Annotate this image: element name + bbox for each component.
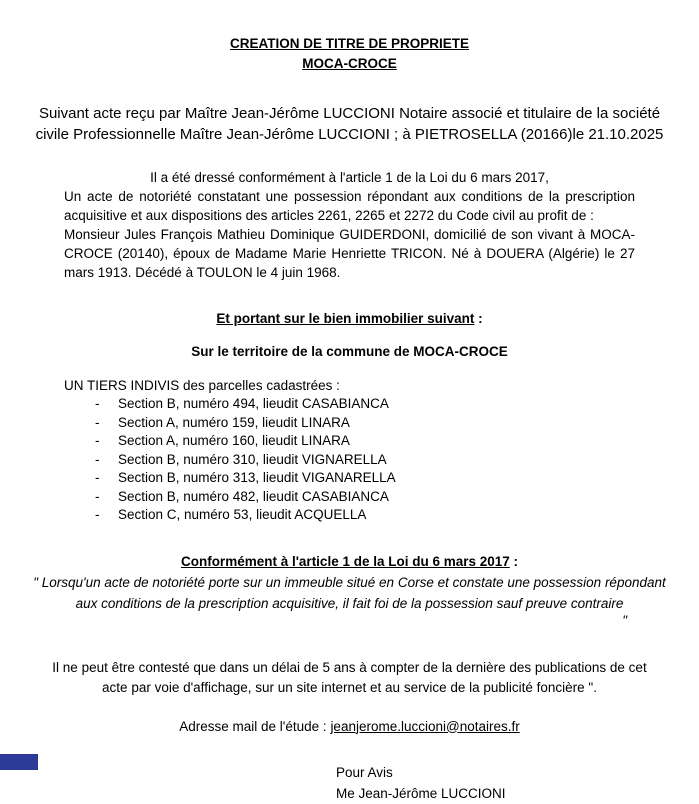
parcelle-item: - Section A, numéro 159, lieudit LINARA [95,414,699,433]
document-title-line2: MOCA-CROCE [302,56,397,71]
parcelles-list [0,395,699,525]
beneficiaire-paragraph: Monsieur Jules François Mathieu Dominique GUIDERDONI, domicilié de son vivant à MOCA-CROCE (20140), époux de Madame Marie Henriette TRICON. Né à DOUERA (Algérie) le 27 mars 1913. Décédé à TOULON le 4 juin 1968. [64,227,635,280]
dresse-line: Il a été dressé conformément à l'article 1 de la Loi du 6 mars 2017, [150,170,549,185]
signature-pour-avis: Pour Avis [336,764,393,780]
parcelle-item: - Section A, numéro 160, lieudit LINARA [95,432,699,451]
heading-bien-colon: : [474,311,483,326]
heading-conformement-text: Conformément à l'article 1 de la Loi du 6 mars 2017 [180,553,510,569]
signature-block [0,762,699,804]
heading-commune: Sur le territoire de la commune de MOCA-CROCE [191,344,508,359]
parcelle-item: - Section C, numéro 53, lieudit ACQUELLA [95,506,699,525]
acte-notoriete-paragraph: Un acte de notoriété constatant une possession répondant aux conditions de la prescription acquisitive et aux dispositions des articles 2261, 2265 et 2272 du Code civil au profit de : [64,189,635,223]
email-link[interactable]: jeanjerome.luccioni@notaires.fr [330,718,520,734]
parcelle-item: - Section B, numéro 494, lieudit CASABIANCA [95,395,699,414]
heading-conformement [0,552,699,571]
heading-bien-text: Et portant sur le bien immobilier suivant [216,311,475,326]
corner-widget [0,754,38,770]
heading-conformement-colon: : [509,553,519,569]
parcelle-item: - Section B, numéro 310, lieudit VIGNARELLA [95,451,699,470]
email-label: Adresse mail de l'étude : [179,718,331,734]
document-title [0,34,699,74]
document-title-line1: CREATION DE TITRE DE PROPRIETE [229,36,470,51]
legal-quote-closing-mark: " [622,612,627,628]
email-line [0,717,699,736]
signature-notaire-name: Me Jean-Jérôme LUCCIONI [336,785,506,801]
intro-paragraph: Suivant acte reçu par Maître Jean-Jérôme LUCCIONI Notaire associé et titulaire de la société civile Professionnelle Maître Jean-Jérôme LUCCIONI ; à PIETROSELLA (20166)le 21.10.2025 [35,105,664,143]
parcelle-item: - Section B, numéro 313, lieudit VIGANARELLA [95,469,699,488]
contestation-paragraph: Il ne peut être contesté que dans un délai de 5 ans à compter de la dernière des publications de cet acte par voie d'affichage, sur un site internet et au service de la publicité foncière ". [52,659,647,695]
legal-quote: " Lorsqu'un acte de notoriété porte sur un immeuble situé en Corse et constate une possession répondant aux conditions de la prescription acquisitive, il fait foi de la possession sauf preuve contraire [33,574,666,611]
heading-bien-immobilier [0,309,699,328]
parcelles-intro: UN TIERS INDIVIS des parcelles cadastrées : [64,378,340,393]
parcelle-item: - Section B, numéro 482, lieudit CASABIANCA [95,488,699,507]
